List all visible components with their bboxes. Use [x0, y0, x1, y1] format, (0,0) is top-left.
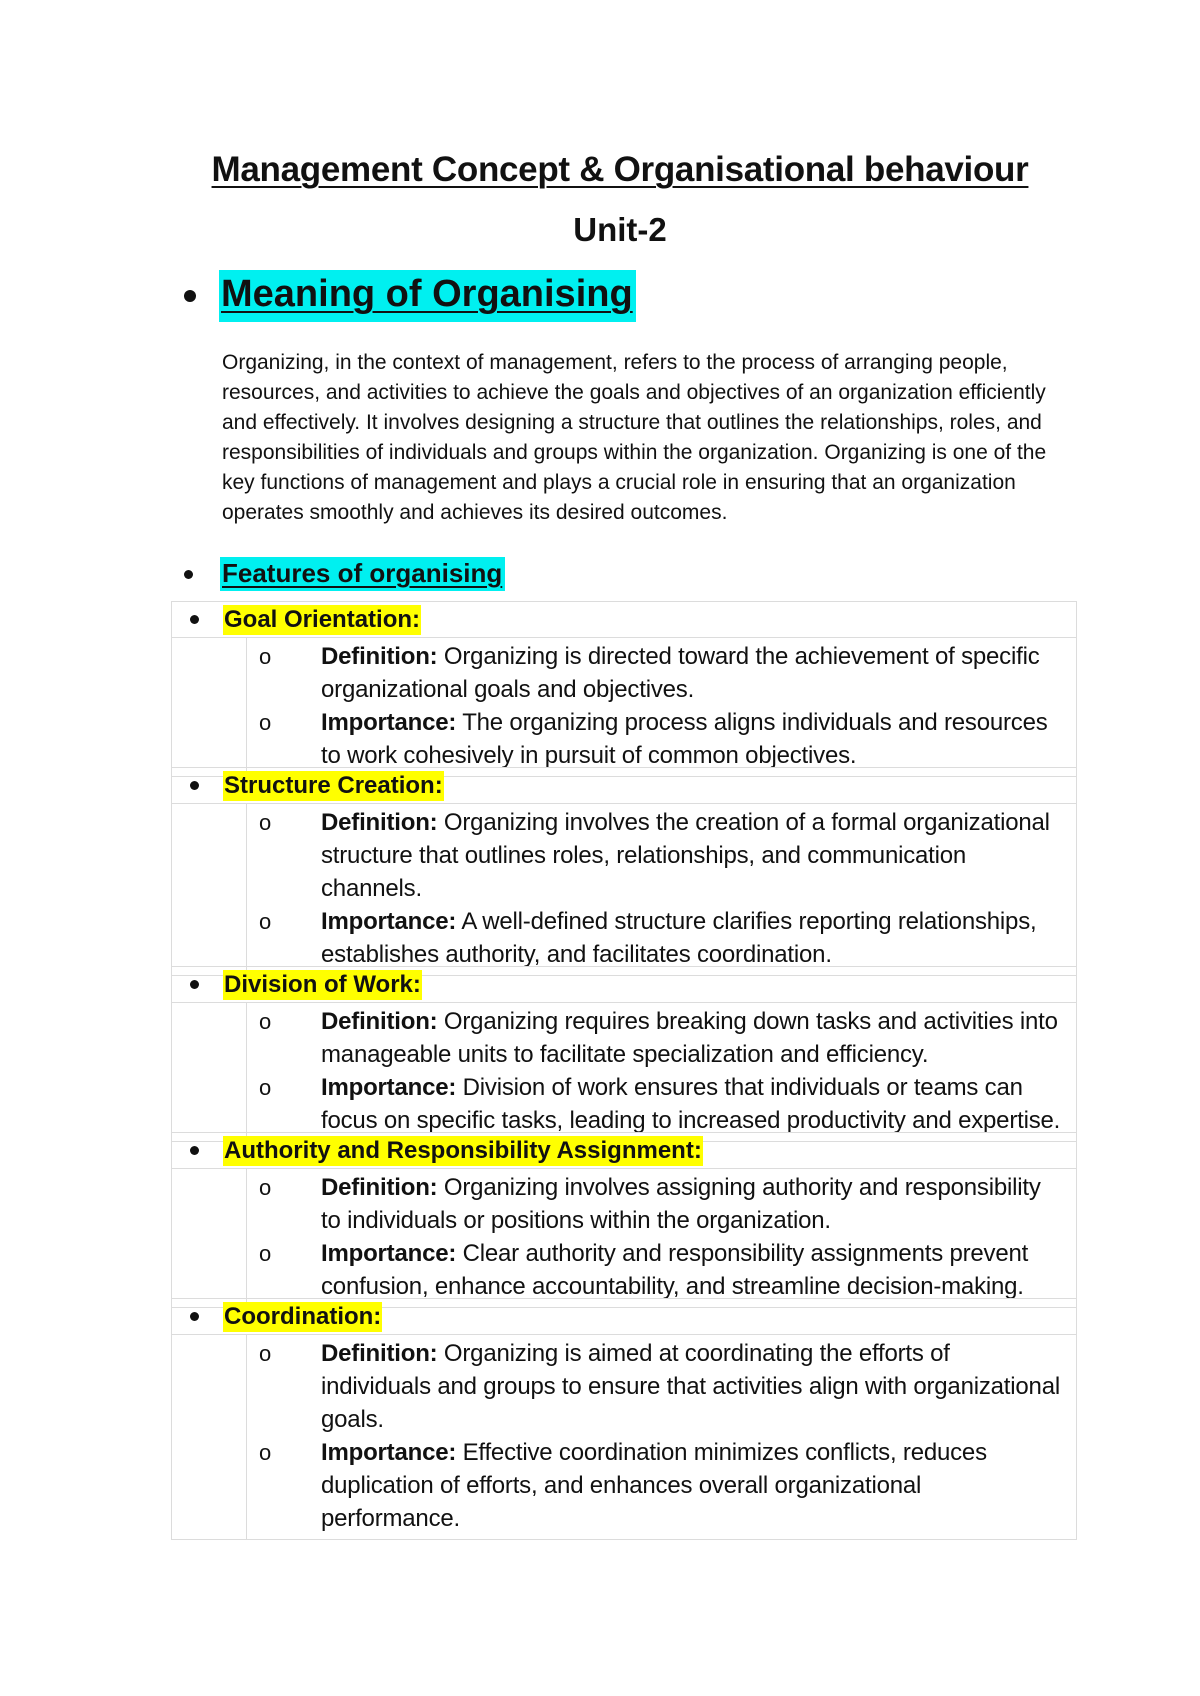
sub-bullet-icon: o — [259, 810, 272, 835]
feature-header — [172, 1133, 1076, 1169]
definition-item — [247, 1337, 1076, 1436]
bullet-icon — [184, 570, 193, 579]
importance-value: Clear authority and responsibility assignments prevent confusion, enhance accountability, and streamline decision-making. — [321, 1240, 1029, 1300]
bullet-icon — [184, 290, 196, 302]
definition-text — [321, 1171, 1076, 1237]
bullet-icon — [190, 980, 199, 989]
importance-value: A well-defined structure clarifies reporting relationships, establishes authority, and facilitates coordination. — [321, 908, 1037, 968]
feature-title: Coordination: — [224, 1302, 382, 1330]
importance-value: The organizing process aligns individuals and resources to work cohesively in pursuit of common objectives. — [321, 709, 1048, 769]
importance-value: Effective coordination minimizes conflicts, reduces duplication of efforts, and enhances overall organizational performance. — [321, 1439, 987, 1532]
feature-item — [171, 1132, 1077, 1308]
feature-title: Authority and Responsibility Assignment: — [224, 1136, 702, 1164]
feature-title: Goal Orientation: — [224, 605, 421, 633]
feature-title: Division of Work: — [224, 970, 421, 998]
definition-text — [321, 1005, 1076, 1071]
importance-item — [247, 706, 1076, 772]
definition-text — [321, 640, 1076, 706]
feature-header — [172, 602, 1076, 638]
sub-bullet-icon: o — [259, 1341, 272, 1366]
bullet-icon — [190, 1146, 199, 1155]
sub-bullet-icon: o — [259, 1075, 272, 1100]
importance-text — [321, 1237, 1076, 1303]
sub-bullet-icon: o — [259, 1175, 272, 1200]
importance-label: Importance: — [321, 908, 457, 935]
features-heading: Features of organising — [220, 557, 505, 591]
importance-label: Importance: — [321, 709, 457, 736]
sub-bullet-icon: o — [259, 710, 272, 735]
definition-item — [247, 806, 1076, 905]
definition-label: Definition: — [321, 1340, 438, 1367]
definition-text — [321, 806, 1076, 905]
importance-label: Importance: — [321, 1240, 457, 1267]
importance-item — [247, 1071, 1076, 1137]
definition-value: Organizing involves the creation of a formal organizational structure that outlines roles, relationships, and communication channels. — [321, 809, 1050, 902]
meaning-heading: Meaning of Organising — [219, 270, 636, 322]
definition-text — [321, 1337, 1076, 1436]
feature-item — [171, 767, 1077, 976]
definition-label: Definition: — [321, 1174, 438, 1201]
bullet-icon — [190, 615, 199, 624]
feature-details — [246, 638, 1076, 776]
sub-bullet-icon: o — [259, 1440, 272, 1465]
feature-details — [246, 1335, 1076, 1539]
definition-item — [247, 1171, 1076, 1237]
feature-header — [172, 1299, 1076, 1335]
importance-item — [247, 905, 1076, 971]
meaning-heading-row — [184, 270, 636, 322]
sub-bullet-icon: o — [259, 1009, 272, 1034]
importance-text — [321, 1071, 1076, 1137]
definition-label: Definition: — [321, 643, 438, 670]
bullet-icon — [190, 1312, 199, 1321]
importance-value: Division of work ensures that individuals or teams can focus on specific tasks, leading to increased productivity and expertise. — [321, 1074, 1061, 1134]
feature-details — [246, 1169, 1076, 1307]
document-title: Management Concept & Organisational behaviour — [211, 150, 1029, 189]
feature-details — [246, 1003, 1076, 1141]
feature-header — [172, 967, 1076, 1003]
definition-label: Definition: — [321, 809, 438, 836]
definition-value: Organizing is aimed at coordinating the efforts of individuals and groups to ensure that activities align with organizational goals. — [321, 1340, 1060, 1433]
definition-value: Organizing is directed toward the achievement of specific organizational goals and objectives. — [321, 643, 1040, 703]
feature-details — [246, 804, 1076, 975]
importance-label: Importance: — [321, 1074, 457, 1101]
definition-value: Organizing requires breaking down tasks and activities into manageable units to facilitate specialization and efficiency. — [321, 1008, 1058, 1068]
definition-value: Organizing involves assigning authority and responsibility to individuals or positions within the organization. — [321, 1174, 1041, 1234]
feature-header — [172, 768, 1076, 804]
definition-item — [247, 1005, 1076, 1071]
feature-item — [171, 601, 1077, 777]
importance-text — [321, 706, 1076, 772]
sub-bullet-icon: o — [259, 1241, 272, 1266]
definition-item — [247, 640, 1076, 706]
importance-text — [321, 905, 1076, 971]
meaning-paragraph: Organizing, in the context of management, refers to the process of arranging people, resources, and activities to achieve the goals and objectives of an organization efficiently and effectively. It involves designing a structure that outlines the relationships, roles, and responsibilities of individuals and groups within the organization. Organizing is one of the key functions of management and plays a crucial role in ensuring that an organization operates smoothly and achieves its desired outcomes. — [222, 351, 1047, 524]
features-heading-row — [184, 557, 505, 591]
importance-label: Importance: — [321, 1439, 457, 1466]
unit-label: Unit-2 — [573, 211, 667, 248]
bullet-icon — [190, 781, 199, 790]
feature-item — [171, 966, 1077, 1142]
definition-label: Definition: — [321, 1008, 438, 1035]
sub-bullet-icon: o — [259, 644, 272, 669]
feature-item — [171, 1298, 1077, 1540]
sub-bullet-icon: o — [259, 909, 272, 934]
importance-text — [321, 1436, 1076, 1535]
feature-title: Structure Creation: — [224, 771, 443, 799]
importance-item — [247, 1237, 1076, 1303]
importance-item — [247, 1436, 1076, 1535]
